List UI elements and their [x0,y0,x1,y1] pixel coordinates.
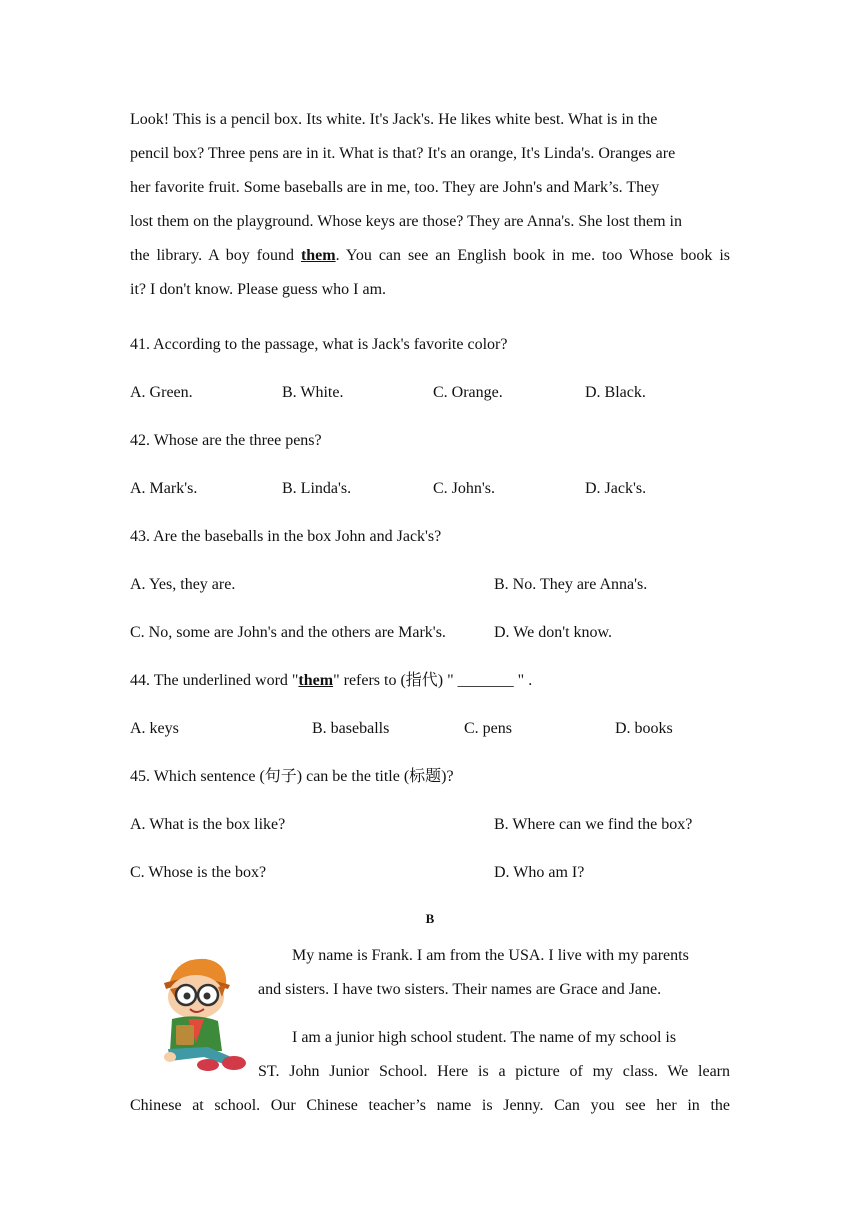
passage-line: pencil box? Three pens are in it. What is that? It's an orange, It's Linda's. Oranges are [130,145,676,162]
passage-line: and sisters. I have two sisters. Their names are Grace and Jane. [258,981,662,998]
option-d[interactable]: D. Jack's. [585,480,647,497]
option-c[interactable]: C. Orange. [433,384,503,401]
option-a[interactable]: A. Green. [130,384,193,401]
stem-text: " refers to (指代) " _______ " . [333,672,533,689]
passage-line: her favorite fruit. Some baseballs are in me, too. They are John's and Mark’s. They [130,179,660,196]
document-page [130,103,730,1123]
question-45 [130,753,730,897]
option-a[interactable]: A. Mark's. [130,480,198,497]
option-d[interactable]: D. Who am I? [494,864,585,881]
question-43 [130,513,730,657]
passage-text: . You can see an English book in me. too Whose book is [335,247,731,264]
option-c[interactable]: C. No, some are John's and the others are Mark's. [130,624,446,641]
option-a[interactable]: A. keys [130,720,179,737]
options-row [130,849,730,897]
question-stem [130,657,730,705]
option-a[interactable]: A. Yes, they are. [130,576,236,593]
options-row [130,801,730,849]
options-row [130,369,730,417]
passage-line: lost them on the playground. Whose keys are those? They are Anna's. She lost them in [130,213,682,230]
underlined-word: them [300,247,336,264]
option-b[interactable]: B. Linda's. [282,480,352,497]
passage-line: Chinese at school. Our Chinese teacher’s name is Jenny. Can you see her in the [130,1097,730,1114]
options-row [130,561,730,609]
option-c[interactable]: C. John's. [433,480,496,497]
option-d[interactable]: D. We don't know. [494,624,613,641]
underlined-word: them [298,672,334,689]
option-c[interactable]: C. pens [464,720,512,737]
option-b[interactable]: B. White. [282,384,344,401]
option-b[interactable]: B. No. They are Anna's. [494,576,648,593]
stem-text: 44. The underlined word " [130,672,299,689]
options-row [130,609,730,657]
question-41 [130,321,730,417]
passage-line: ST. John Junior School. Here is a picture of my class. We learn [258,1063,730,1080]
question-stem: 42. Whose are the three pens? [130,432,322,449]
passage-line: I am a junior high school student. The name of my school is [292,1029,677,1046]
passage-line: Look! This is a pencil box. Its white. It's Jack's. He likes white best. What is in the [130,111,658,128]
option-d[interactable]: D. books [615,720,673,737]
options-row [130,465,730,513]
passage-b [130,939,730,1123]
option-b[interactable]: B. baseballs [312,720,390,737]
option-b[interactable]: B. Where can we find the box? [494,816,693,833]
option-a[interactable]: A. What is the box like? [130,816,286,833]
passage-a [130,103,730,307]
option-c[interactable]: C. Whose is the box? [130,864,267,881]
option-d[interactable]: D. Black. [585,384,646,401]
passage-line: it? I don't know. Please guess who I am. [130,281,387,298]
passage-line: My name is Frank. I am from the USA. I live with my parents [292,947,689,964]
question-stem: 41. According to the passage, what is Jack's favorite color? [130,336,508,353]
question-44 [130,657,730,753]
options-row [130,705,730,753]
passage-text: the library. A boy found [130,247,301,264]
question-stem: 43. Are the baseballs in the box John and Jack's? [130,528,442,545]
passage-line [130,239,730,273]
section-heading: B [425,911,435,926]
question-42 [130,417,730,513]
question-stem: 45. Which sentence (句子) can be the title (标题)? [130,768,454,785]
cartoon-boy-icon [148,951,250,1077]
